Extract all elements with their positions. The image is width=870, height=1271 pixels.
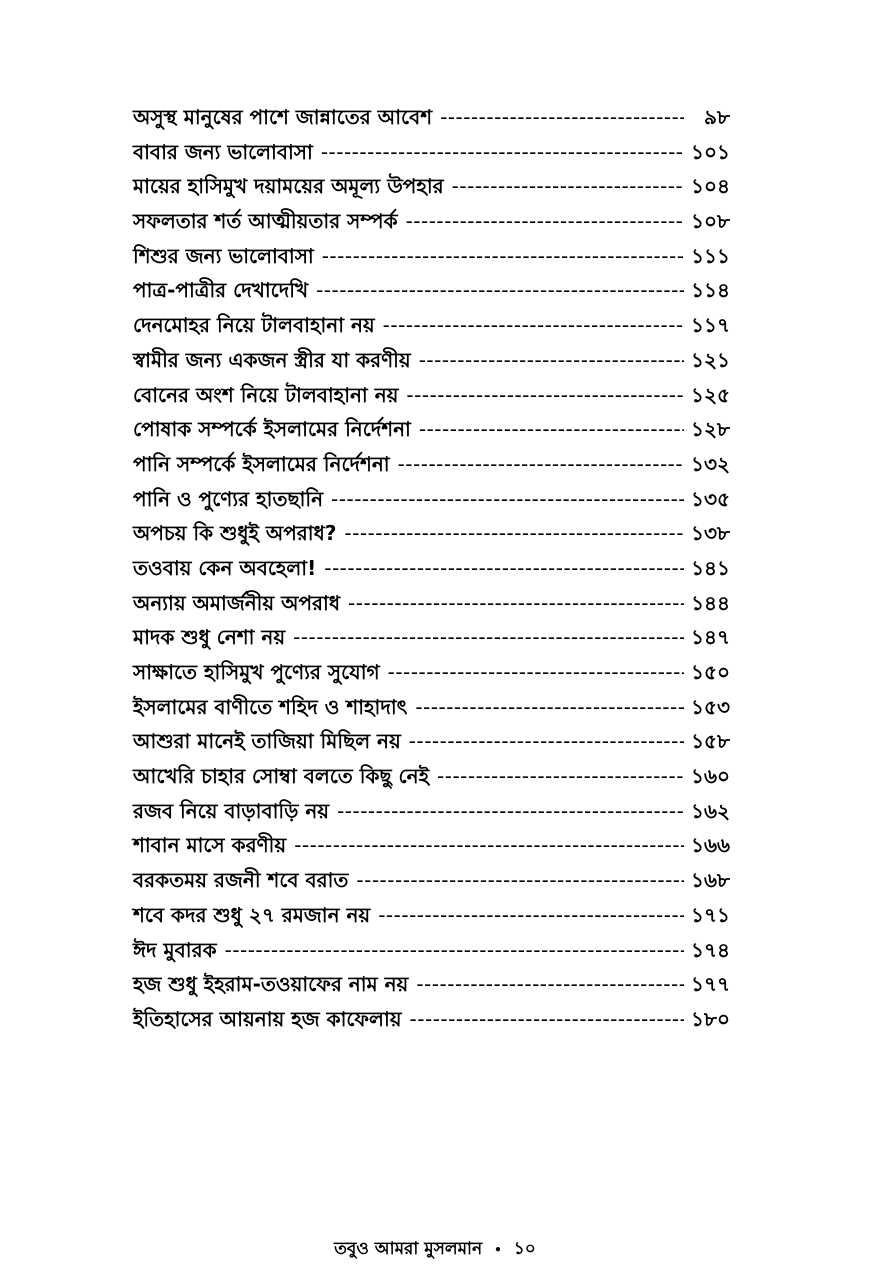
toc-entry — [133, 343, 730, 378]
dot-leader — [316, 273, 684, 308]
footer-page-number: ১০ — [513, 1239, 536, 1259]
dot-leader — [378, 898, 684, 933]
dot-leader — [419, 412, 684, 447]
toc-entry — [133, 378, 730, 413]
toc-entry — [133, 308, 730, 343]
toc-entry — [133, 482, 730, 517]
toc-entry-page-number: ১৩৫ — [691, 486, 730, 511]
toc-entry-page-number: ১৬২ — [691, 798, 730, 823]
toc-entry-title: স্বামীর জন্য একজন স্ত্রীর যা করণীয় — [133, 347, 411, 372]
toc-entry — [133, 273, 730, 308]
dot-leader — [410, 1002, 684, 1037]
toc-entry-title: মাদক শুধু নেশা নয় — [133, 625, 286, 650]
toc-entry-title: বোনের অংশ নিয়ে টালবাহানা নয় — [133, 382, 399, 407]
dot-leader — [225, 933, 684, 968]
toc-entry-title: অন্যায় অমার্জনীয় অপরাধ — [133, 590, 341, 615]
dot-leader — [437, 759, 684, 794]
dot-leader — [348, 586, 684, 621]
toc-entry-page-number: ১৬৮ — [691, 868, 730, 893]
dot-leader — [356, 863, 684, 898]
dot-leader — [416, 967, 684, 1002]
dot-leader — [322, 239, 684, 274]
toc-entry — [133, 516, 730, 551]
toc-entry-title: অসুস্থ মানুষের পাশে জান্নাতের আবেশ — [133, 105, 433, 129]
toc-entry-page-number: ১৫০ — [691, 660, 730, 684]
toc-entry-title: আখেরি চাহার সোম্বা বলতে কিছু নেই — [133, 764, 430, 789]
toc-entry-page-number: ১২১ — [691, 347, 730, 372]
toc-entry-page-number: ১০৮ — [691, 209, 730, 234]
toc-entry-title: হজ শুধু ইহরাম-তওয়াফের নাম নয় — [133, 972, 409, 997]
toc-entry-page-number: ৯৮ — [704, 105, 730, 129]
toc-entry-page-number: ১৩২ — [691, 451, 730, 476]
toc-entry-title: রজব নিয়ে বাড়াবাড়ি নয় — [133, 798, 330, 823]
toc-entry-page-number: ১৫৩ — [691, 694, 730, 719]
toc-entry — [133, 898, 730, 933]
dot-leader — [415, 690, 684, 725]
toc-entry-title: বাবার জন্য ভালোবাসা — [133, 139, 313, 164]
toc-entry-title: বরকতময় রজনী শবে বরাত — [133, 868, 349, 893]
dot-leader — [383, 308, 684, 343]
toc-entry-title: পানি ও পুণ্যের হাতছানি — [133, 486, 324, 511]
toc-entry — [133, 863, 730, 898]
toc-entry — [133, 933, 730, 968]
toc-entry-page-number: ১০১ — [691, 139, 730, 164]
toc-entry — [133, 100, 730, 135]
toc-entry-page-number: ১৫৮ — [691, 729, 730, 754]
toc-entry-title: শবে কদর শুধু ২৭ রমজান নয় — [133, 902, 371, 927]
toc-entry-title: অপচয় কি শুধুই অপরাধ? — [133, 521, 337, 546]
toc-entry-page-number: ১৪৪ — [691, 590, 730, 615]
dot-leader — [294, 828, 684, 863]
toc-entry — [133, 655, 730, 690]
toc-entry-page-number: ১৪১ — [691, 555, 730, 580]
toc-entry-title: মায়ের হাসিমুখ দয়াময়ের অমূল্য উপহার — [133, 174, 444, 199]
page-footer — [0, 1236, 870, 1264]
toc-entry-title: শিশুর জন্য ভালোবাসা — [133, 243, 314, 268]
toc-entry — [133, 135, 730, 170]
toc-entry-page-number: ১৭৪ — [691, 937, 730, 962]
dot-leader — [406, 378, 684, 413]
toc-entry-page-number: ১৮০ — [691, 1006, 730, 1031]
toc-entry — [133, 551, 730, 586]
toc-entry-title: তওবায় কেন অবহেলা! — [133, 555, 317, 580]
table-of-contents — [133, 100, 730, 1037]
toc-entry-page-number: ১৩৮ — [691, 521, 730, 546]
dot-leader — [321, 135, 684, 170]
toc-entry-page-number: ১২৫ — [691, 382, 730, 407]
toc-entry — [133, 690, 730, 725]
dot-leader — [388, 655, 684, 690]
toc-entry-title: দেনমোহর নিয়ে টালবাহানা নয় — [133, 313, 375, 338]
toc-entry — [133, 204, 730, 239]
toc-entry-title: ইসলামের বাণীতে শহিদ ও শাহাদাৎ — [133, 694, 408, 719]
toc-entry — [133, 828, 730, 863]
dot-leader — [440, 100, 684, 135]
toc-entry — [133, 967, 730, 1002]
toc-entry-page-number: ১২৮ — [691, 417, 730, 442]
toc-entry-title: পানি সম্পর্কে ইসলামের নির্দেশনা — [133, 451, 390, 476]
dot-leader — [452, 169, 684, 204]
toc-entry-page-number: ১৭৭ — [691, 972, 730, 997]
toc-entry-page-number: ১১৭ — [691, 313, 730, 338]
toc-entry-title: আশুরা মানেই তাজিয়া মিছিল নয় — [133, 729, 401, 754]
toc-entry — [133, 759, 730, 794]
toc-entry-title: সাক্ষাতে হাসিমুখ পুণ্যের সুযোগ — [133, 660, 380, 684]
dot-leader — [409, 724, 684, 759]
dot-leader — [406, 204, 684, 239]
dot-leader — [398, 447, 684, 482]
toc-entry — [133, 794, 730, 829]
toc-entry-page-number: ১৬০ — [691, 764, 730, 789]
dot-leader — [331, 482, 684, 517]
footer-bullet: • — [494, 1243, 502, 1257]
toc-entry-title: শাবান মাসে করণীয় — [133, 833, 287, 858]
toc-entry-title: সফলতার শর্ত আত্মীয়তার সম্পর্ক — [133, 209, 398, 234]
toc-entry-page-number: ১১১ — [691, 243, 730, 268]
toc-entry — [133, 447, 730, 482]
toc-entry-page-number: ১৪৭ — [691, 625, 730, 650]
toc-entry — [133, 1002, 730, 1037]
toc-entry-page-number: ১৬৬ — [691, 833, 730, 858]
dot-leader — [324, 551, 684, 586]
toc-entry-title: পাত্র-পাত্রীর দেখাদেখি — [133, 278, 309, 303]
toc-entry — [133, 239, 730, 274]
toc-entry — [133, 586, 730, 621]
dot-leader — [344, 516, 684, 551]
toc-entry-title: ইতিহাসের আয়নায় হজ কাফেলায় — [133, 1006, 402, 1031]
dot-leader — [337, 794, 684, 829]
footer-book-title: তবুও আমরা মুসলমান — [334, 1239, 483, 1259]
toc-entry-page-number: ১০৪ — [691, 174, 730, 199]
toc-entry — [133, 724, 730, 759]
toc-entry — [133, 412, 730, 447]
toc-entry-page-number: ১১৪ — [691, 278, 730, 303]
dot-leader — [419, 343, 684, 378]
toc-entry-page-number: ১৭১ — [691, 902, 730, 927]
dot-leader — [293, 620, 684, 655]
toc-entry — [133, 620, 730, 655]
toc-entry-title: ঈদ মুবারক — [133, 937, 217, 962]
toc-entry — [133, 169, 730, 204]
toc-entry-title: পোষাক সম্পর্কে ইসলামের নির্দেশনা — [133, 417, 411, 442]
